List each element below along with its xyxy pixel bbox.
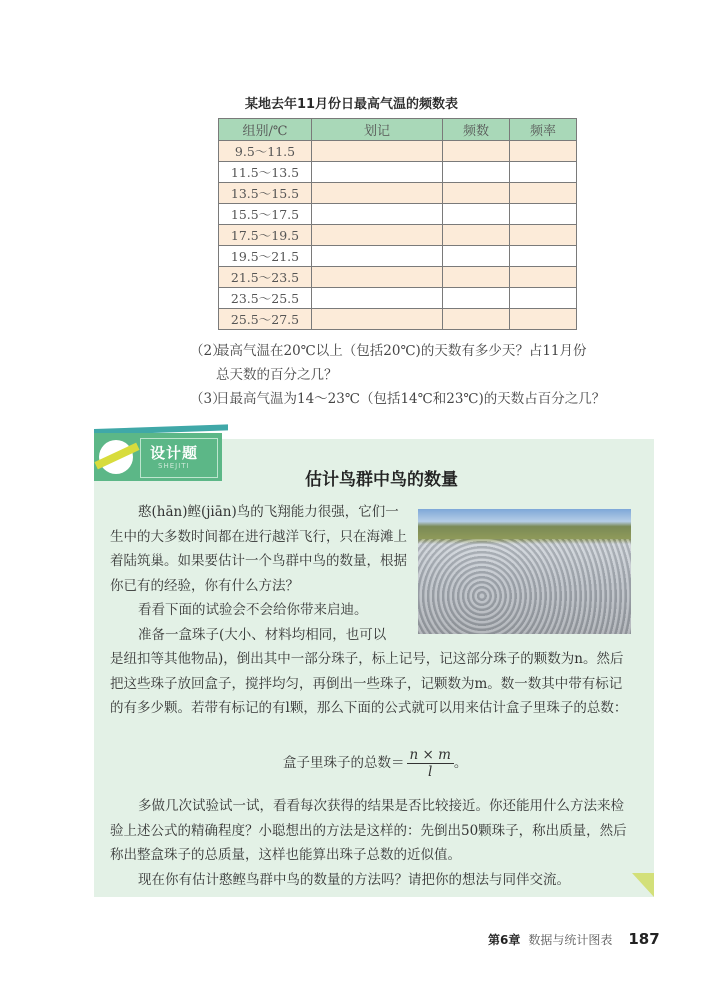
cell-rate: [510, 225, 577, 246]
cell-group: 21.5～23.5: [219, 267, 312, 288]
paragraph-2: 看看下面的试验会不会给你带来启迪。: [138, 602, 368, 618]
cell-group: 9.5～11.5: [219, 141, 312, 162]
cell-tally: [312, 246, 443, 267]
table-header-row: [219, 119, 577, 141]
cell-tally: [312, 183, 443, 204]
table-row: [219, 225, 577, 246]
chapter-title: 数据与统计图表: [528, 933, 613, 947]
header-tally: 划记: [312, 119, 443, 141]
paragraph-intro: [110, 500, 410, 647]
table-row: [219, 204, 577, 225]
formula: [283, 747, 467, 780]
cell-rate: [510, 267, 577, 288]
cell-count: [443, 246, 510, 267]
paragraph-4: 多做几次试验试一试，看看每次获得的结果是否比较接近。你还能用什么方法来检验上述公式的精确程度？小聪想出的方法是这样的：先倒出50颗珠子，称出质量，然后称出整盒珠子的总质量，这样也能算出珠子总数的近似值。: [110, 798, 627, 863]
page-footer: [488, 930, 660, 948]
page-number: 187: [628, 930, 660, 948]
table-row: [219, 141, 577, 162]
design-tab-subtitle: SHEJITI: [158, 462, 190, 470]
cell-tally: [312, 267, 443, 288]
table-row: [219, 267, 577, 288]
cell-tally: [312, 225, 443, 246]
cell-count: [443, 141, 510, 162]
cell-rate: [510, 141, 577, 162]
formula-denominator: l: [428, 764, 433, 780]
header-count: 频数: [443, 119, 510, 141]
cell-count: [443, 225, 510, 246]
cell-tally: [312, 309, 443, 330]
paragraph-1: 憨(hān)鲣(jiān)鸟的飞翔能力很强，它们一生中的大多数时间都在进行越洋飞行，只在海滩上着陆筑巢。如果要估计一个鸟群中鸟的数量，根据你已有的经验，你有什么方法？: [110, 504, 407, 594]
cell-group: 19.5～21.5: [219, 246, 312, 267]
question-2-text: 最高气温在20℃以上（包括20℃)的天数有多少天？占11月份: [216, 343, 587, 359]
cell-count: [443, 309, 510, 330]
page-fold-corner: [632, 873, 654, 897]
cell-group: 23.5～25.5: [219, 288, 312, 309]
cell-tally: [312, 288, 443, 309]
cell-count: [443, 162, 510, 183]
cell-rate: [510, 183, 577, 204]
table-row: [219, 309, 577, 330]
cell-group: 11.5～13.5: [219, 162, 312, 183]
chapter-label: 第6章: [488, 933, 521, 947]
cell-group: 17.5～19.5: [219, 225, 312, 246]
table-row: [219, 288, 577, 309]
cell-group: 13.5～15.5: [219, 183, 312, 204]
formula-numerator: n × m: [407, 747, 454, 764]
frequency-table: [218, 118, 577, 330]
cell-count: [443, 288, 510, 309]
formula-end: 。: [453, 755, 468, 771]
formula-lhs: 盒子里珠子的总数＝: [283, 755, 405, 771]
question-2: [190, 339, 587, 363]
formula-fraction: [407, 747, 454, 780]
paragraph-3b: 是纽扣等其他物品)，倒出其中一部分珠子，标上记号，记这部分珠子的颗数为n。然后把这些珠子放回盒子，搅拌均匀，再倒出一些珠子，记颗数为m。数一数其中带有标记的有多少颗。若带有标记的有l颗，那么下面的公式就可以用来估计盒子里珠子的总数：: [110, 651, 628, 716]
section-title: 估计鸟群中鸟的数量: [305, 470, 458, 490]
bird-colony-photo: [418, 509, 631, 634]
table-row: [219, 183, 577, 204]
cell-rate: [510, 288, 577, 309]
cell-count: [443, 267, 510, 288]
table-row: [219, 246, 577, 267]
table-caption: 某地去年11月份日最高气温的频数表: [244, 97, 459, 112]
cell-group: 25.5～27.5: [219, 309, 312, 330]
question-2-continued: 总天数的百分之几？: [216, 367, 338, 383]
cell-rate: [510, 204, 577, 225]
question-3-number: （3）: [190, 391, 226, 407]
paragraph-5: 现在你有估计憨鲣鸟群中鸟的数量的方法吗？请把你的想法与同伴交流。: [138, 872, 570, 888]
cell-count: [443, 204, 510, 225]
cell-tally: [312, 162, 443, 183]
question-3: [190, 387, 605, 411]
paragraph-3a: 准备一盒珠子(大小、材料均相同，也可以: [138, 626, 387, 643]
question-3-text: 日最高气温为14～23℃（包括14℃和23℃)的天数占百分之几？: [216, 391, 606, 407]
cell-rate: [510, 162, 577, 183]
header-group: 组别/℃: [219, 119, 312, 141]
table-row: [219, 162, 577, 183]
header-rate: 频率: [510, 119, 577, 141]
question-2-number: （2）: [190, 343, 226, 359]
cell-tally: [312, 141, 443, 162]
cell-group: 15.5～17.5: [219, 204, 312, 225]
cell-rate: [510, 246, 577, 267]
design-tab-title: 设计题: [150, 444, 199, 462]
cell-rate: [510, 309, 577, 330]
cell-tally: [312, 204, 443, 225]
cell-count: [443, 183, 510, 204]
